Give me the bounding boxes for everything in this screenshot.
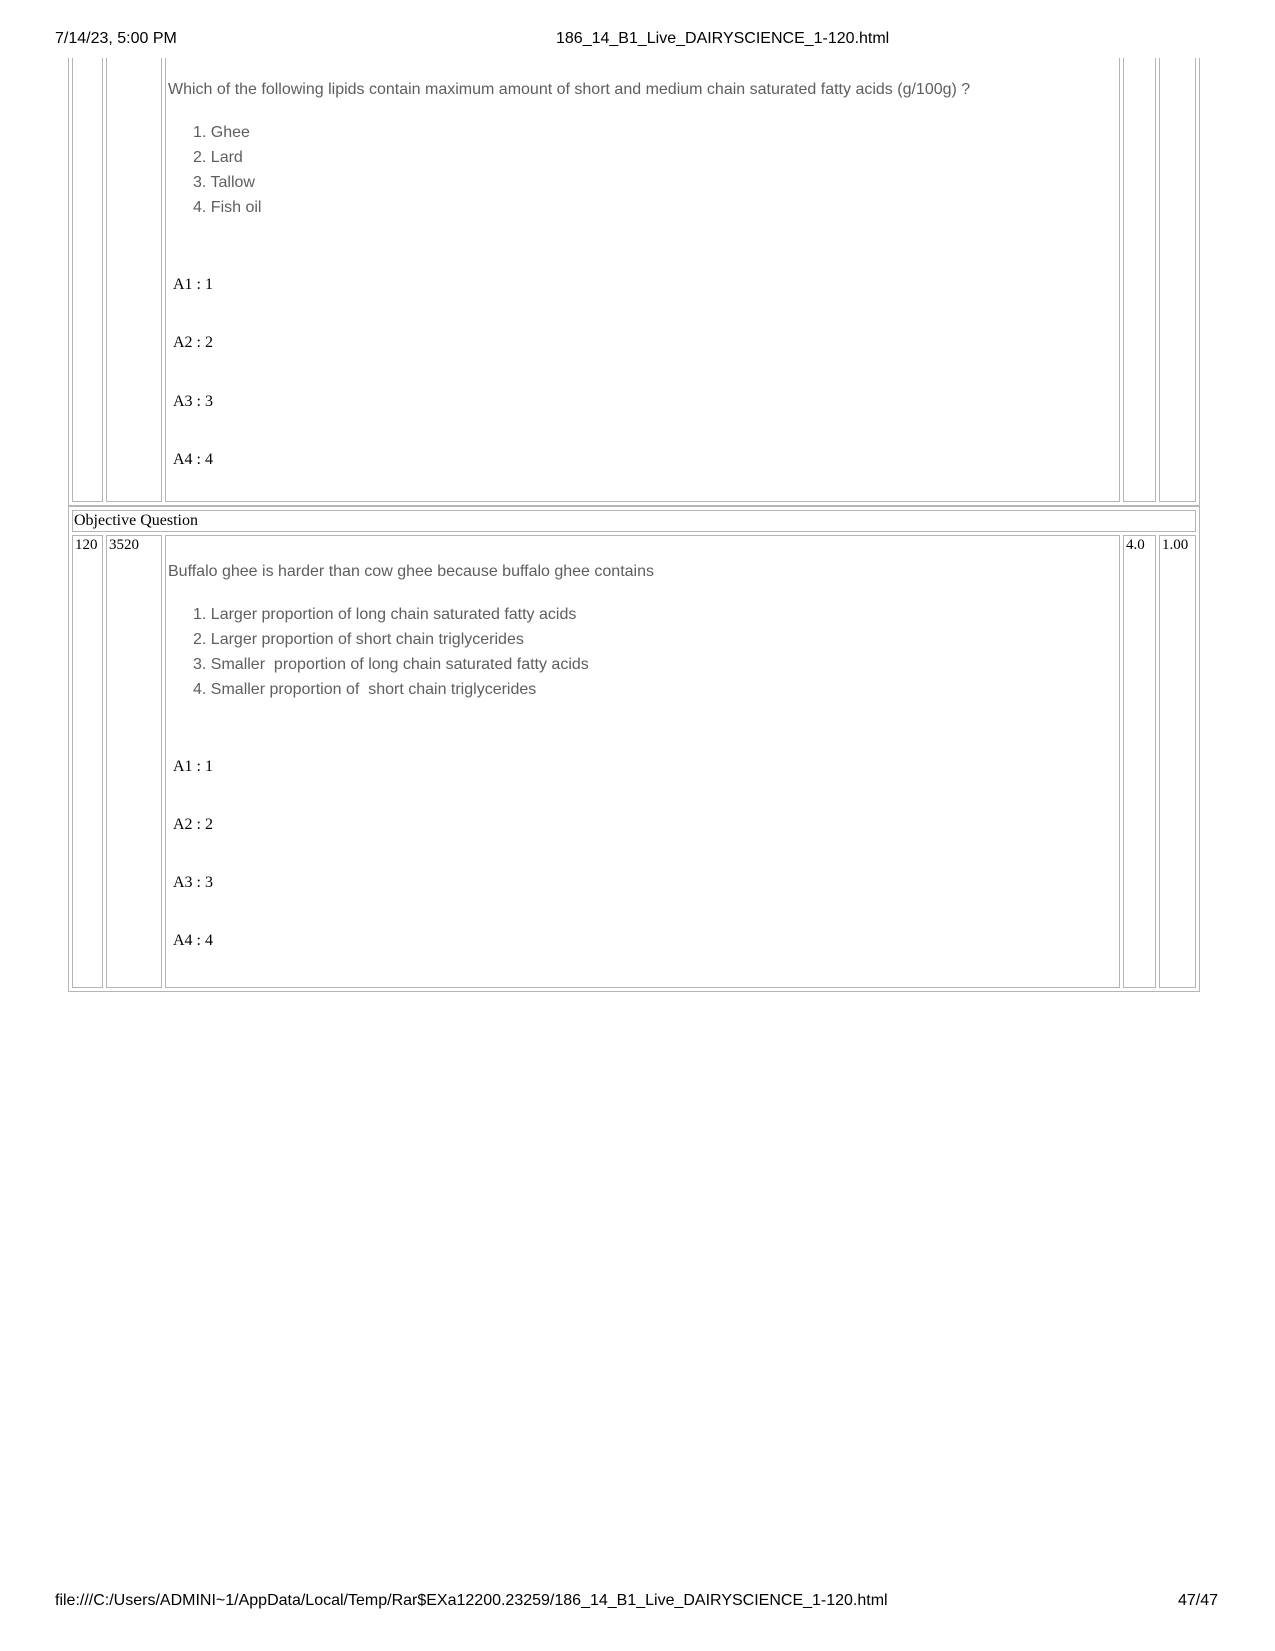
qid-cell bbox=[106, 535, 162, 988]
answer-3: A3 : 3 bbox=[173, 393, 213, 410]
option-3: 3. Smaller proportion of long chain saturated fatty acids bbox=[193, 656, 589, 673]
section-label: Objective Question bbox=[74, 512, 198, 529]
document-title: 186_14_B1_Live_DAIRYSCIENCE_1-120.html bbox=[556, 30, 890, 47]
marks-value: 4.0 bbox=[1126, 537, 1145, 553]
print-datetime: 7/14/23, 5:00 PM bbox=[55, 30, 177, 47]
answer-1: A1 : 1 bbox=[173, 758, 213, 775]
question-text: Buffalo ghee is harder than cow ghee because buffalo ghee contains bbox=[168, 563, 654, 580]
marks-cell-prev bbox=[1123, 58, 1156, 502]
answer-4: A4 : 4 bbox=[173, 451, 213, 468]
option-2: 2. Lard bbox=[193, 149, 243, 166]
negative-cell bbox=[1159, 535, 1196, 988]
answer-2: A2 : 2 bbox=[173, 334, 213, 351]
question-id: 3520 bbox=[109, 537, 139, 553]
sno-cell bbox=[72, 535, 103, 988]
qid-cell-prev bbox=[106, 58, 162, 502]
answer-3: A3 : 3 bbox=[173, 874, 213, 891]
answer-1: A1 : 1 bbox=[173, 276, 213, 293]
option-1: 1. Larger proportion of long chain saturated fatty acids bbox=[193, 606, 577, 623]
question-cell-prev bbox=[165, 58, 1120, 502]
option-1: 1. Ghee bbox=[193, 124, 250, 141]
marks-cell bbox=[1123, 535, 1156, 988]
option-2: 2. Larger proportion of short chain triglycerides bbox=[193, 631, 524, 648]
question-text-prev: Which of the following lipids contain maximum amount of short and medium chain saturated fatty acids (g/100g) ? bbox=[168, 81, 971, 98]
file-path: file:///C:/Users/ADMINI~1/AppData/Local/Temp/Rar$EXa12200.23259/186_14_B1_Live_DAIRYSCIENCE_1-120.html bbox=[55, 1592, 888, 1609]
options-list bbox=[193, 602, 589, 702]
negative-marks-value: 1.00 bbox=[1162, 537, 1189, 553]
option-4: 4. Smaller proportion of short chain triglycerides bbox=[193, 681, 537, 698]
page-number: 47/47 bbox=[1178, 1592, 1219, 1609]
options-list-prev bbox=[193, 120, 261, 220]
option-3: 3. Tallow bbox=[193, 174, 255, 191]
option-4: 4. Fish oil bbox=[193, 199, 262, 216]
negative-cell-prev bbox=[1159, 58, 1196, 502]
serial-number: 120 bbox=[75, 537, 98, 553]
answer-4: A4 : 4 bbox=[173, 932, 213, 949]
sno-cell-prev bbox=[72, 58, 103, 502]
answer-2: A2 : 2 bbox=[173, 816, 213, 833]
